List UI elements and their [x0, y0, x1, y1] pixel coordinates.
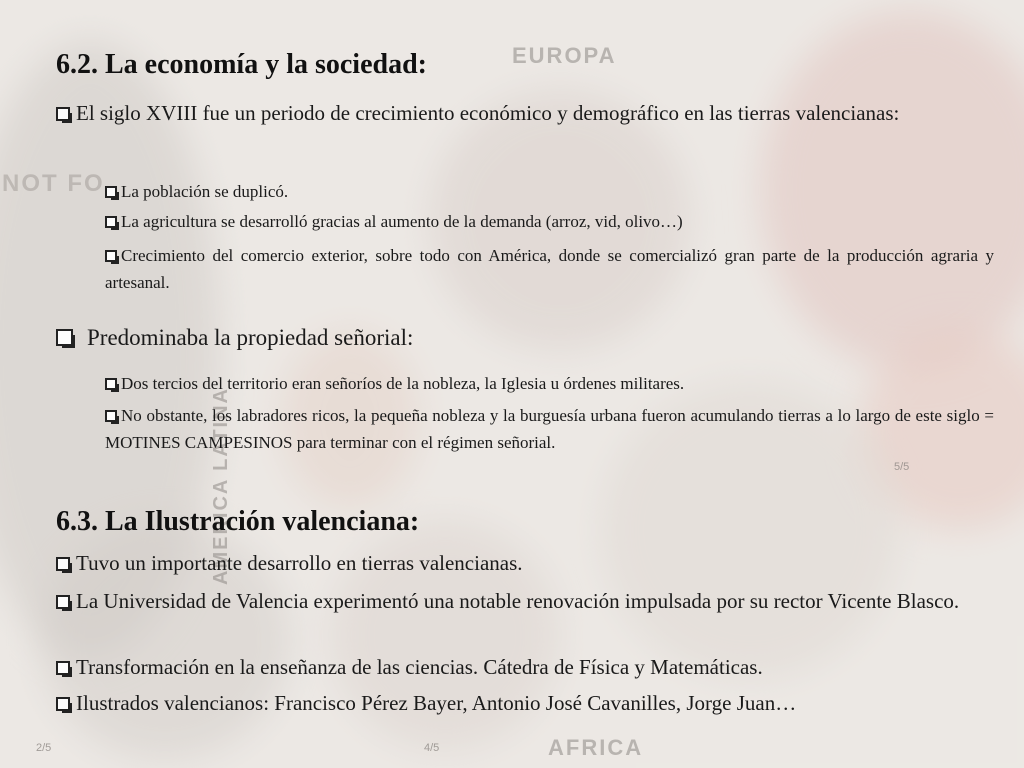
bg-page-mark: 2/5 [36, 742, 52, 754]
checkbox-bullet-icon [105, 216, 117, 228]
sub-bullet [105, 402, 994, 456]
checkbox-bullet-icon [56, 107, 70, 121]
bg-label-notfor: NOT FO [2, 170, 105, 197]
list-item [56, 652, 994, 683]
bullet-text: La población se duplicó. [121, 182, 289, 201]
bullet-text: No obstante, los labradores ricos, la pequeña nobleza y la burguesía urbana fueron acumulando tierras a lo largo de este siglo = MOTINES CAMPESINOS para terminar con el régimen señorial. [105, 406, 994, 452]
bg-page-mark: 5/5 [894, 461, 910, 473]
bg-label-africa: AFRICA [548, 735, 644, 760]
sub-bullet [105, 242, 994, 296]
bullet-text: El siglo XVIII fue un periodo de crecimiento económico y demográfico en las tierras valencianas: [76, 101, 900, 125]
checkbox-bullet-icon [56, 595, 70, 609]
section-title-economia: 6.2. La economía y la sociedad: [56, 49, 427, 80]
checkbox-bullet-icon [56, 557, 70, 571]
bullet-propiedad [56, 322, 994, 354]
sub-bullet [105, 370, 994, 397]
bullet-text: Crecimiento del comercio exterior, sobre todo con América, donde se comercializó gran parte de la producción agraria y artesanal. [105, 246, 994, 292]
section-title-ilustracion: 6.3. La Ilustración valenciana: [56, 506, 420, 537]
list-item [56, 688, 994, 719]
bullet-text: Transformación en la enseñanza de las ciencias. Cátedra de Física y Matemáticas. [76, 655, 763, 679]
bg-label-america: AMERICA LATINA [210, 387, 232, 585]
sub-bullet [105, 178, 994, 205]
checkbox-bullet-icon [105, 186, 117, 198]
bullet-text: Dos tercios del territorio eran señoríos de la nobleza, la Iglesia u órdenes militares. [121, 374, 685, 393]
bullet-text: La Universidad de Valencia experimentó una notable renovación impulsada por su rector Vicente Blasco. [76, 589, 960, 613]
list-item [56, 586, 994, 617]
bg-page-mark: 4/5 [424, 742, 440, 754]
checkbox-bullet-icon [105, 378, 117, 390]
bullet-text: Tuvo un importante desarrollo en tierras valencianas. [76, 551, 523, 575]
checkbox-bullet-icon [105, 410, 117, 422]
checkbox-bullet-icon [56, 329, 73, 346]
bullet-text: Ilustrados valencianos: Francisco Pérez Bayer, Antonio José Cavanilles, Jorge Juan… [76, 691, 797, 715]
bg-label-europa: EUROPA [512, 43, 617, 68]
checkbox-bullet-icon [105, 250, 117, 262]
list-item [56, 548, 994, 579]
checkbox-bullet-icon [56, 697, 70, 711]
bullet-text: La agricultura se desarrolló gracias al aumento de la demanda (arroz, vid, olivo…) [121, 212, 683, 231]
bullet-intro [56, 98, 994, 129]
bullet-text: Predominaba la propiedad señorial: [87, 325, 414, 350]
sub-bullet [105, 208, 994, 235]
checkbox-bullet-icon [56, 661, 70, 675]
